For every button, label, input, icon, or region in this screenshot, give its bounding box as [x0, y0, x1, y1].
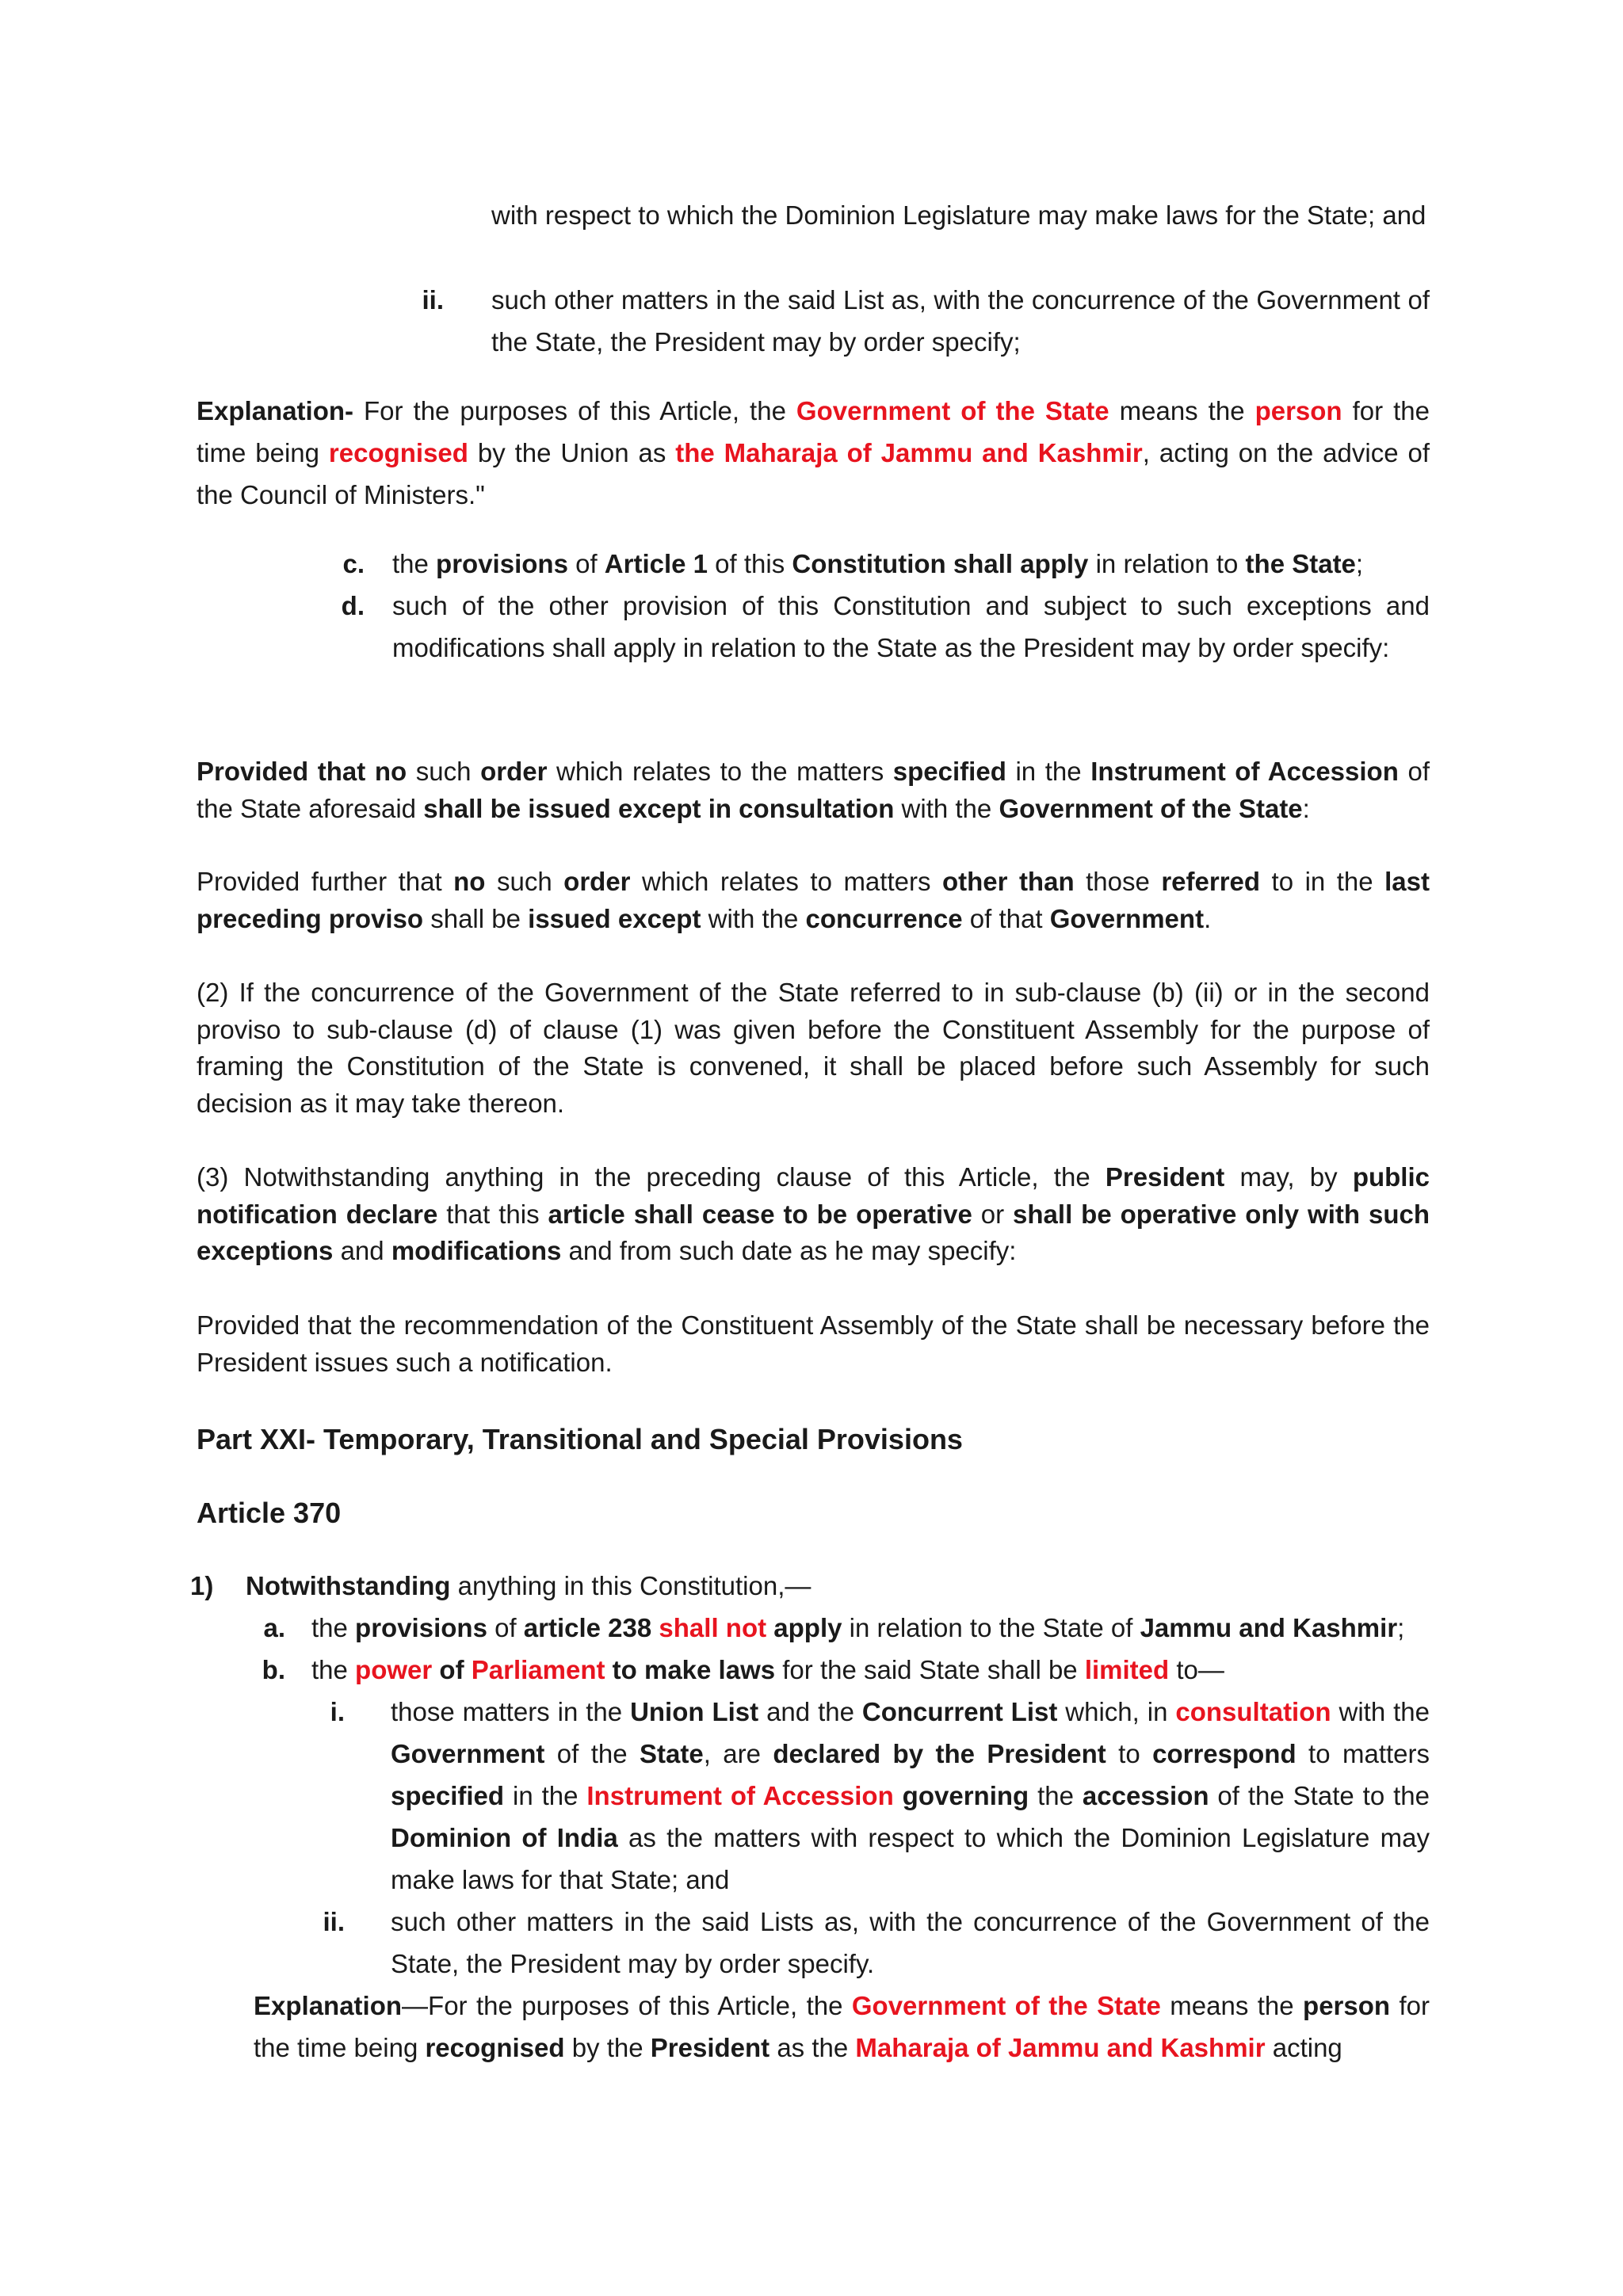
clause-c: the provisions of Article 1 of this Constitution shall apply in relation to the State; [392, 549, 1364, 578]
list-item-ii: such other matters in the said List as, with the concurrence of the Government of the State, the President may by order specify; [491, 285, 1430, 357]
proviso-notification-paragraph: Provided that the recommendation of the Constituent Assembly of the State shall be necessary before the President issues such a notification. [197, 1310, 1430, 1377]
item-1: Notwithstanding anything in this Constitution,— [246, 1571, 812, 1600]
item-b: the power of Parliament to make laws for the said State shall be limited to— [311, 1655, 1224, 1684]
explanation-paragraph-2: Explanation—For the purposes of this Article, the Government of the State means the person for the time being recognised by the President as the Maharaja of Jammu and Kashmir acting [254, 1991, 1430, 2062]
list-number: a. [263, 1613, 285, 1642]
list-number: ii. [422, 285, 444, 315]
proviso-further-paragraph: Provided further that no such order which relates to matters other than those referred to in the last preceding proviso shall be issued except with the concurrence of that Government. [197, 867, 1430, 933]
list-number: c. [342, 549, 365, 578]
explanation-paragraph: Explanation- For the purposes of this Article, the Government of the State means the person for the time being recognised by the Union as the Maharaja of Jammu and Kashmir, acting on the advice of the Council of Ministers." [197, 396, 1430, 509]
list-number: ii. [323, 1907, 345, 1936]
article-heading: Article 370 [197, 1497, 342, 1529]
clause-2-paragraph: (2) If the concurrence of the Government of the State referred to in sub-clause (b) (ii) or in the second proviso to sub-clause (d) of clause (1) was given before the Constituent Assembly for the purpose of framing the Constitution of the State is convened, it shall be placed before such Assembly for such decision as it may take thereon. [197, 978, 1430, 1118]
proviso-paragraph: Provided that no such order which relates to the matters specified in the Instrument of Accession of the State aforesaid shall be issued except in consultation with the Government of the State: [197, 757, 1430, 823]
list-item-continuation: with respect to which the Dominion Legislature may make laws for the State; and [491, 200, 1426, 230]
item-a: the provisions of article 238 shall not apply in relation to the State of Jammu and Kashmir; [311, 1613, 1405, 1642]
clause-d: such of the other provision of this Constitution and subject to such exceptions and modifications shall apply in relation to the State as the President may by order specify: [392, 591, 1430, 662]
part-heading: Part XXI- Temporary, Transitional and Special Provisions [197, 1423, 963, 1455]
clause-3-paragraph: (3) Notwithstanding anything in the preceding clause of this Article, the President may, by public notification declare that this article shall cease to be operative or shall be operative only with such exceptions and modifications and from such date as he may specify: [197, 1162, 1430, 1265]
list-number: b. [262, 1655, 285, 1684]
list-number: d. [341, 591, 365, 620]
item-ii: such other matters in the said Lists as, with the concurrence of the Government of the State, the President may by order specify. [391, 1907, 1430, 1978]
list-number: 1) [190, 1571, 214, 1600]
list-number: i. [330, 1697, 345, 1726]
item-i: those matters in the Union List and the Concurrent List which, in consultation with the Government of the State, are declared by the President to correspond to matters specified in the Instrument of Accession governing the accession of the State to the Dominion of India as the matters with respect to which the Dominion Legislature may make laws for that State; and [391, 1697, 1430, 1894]
